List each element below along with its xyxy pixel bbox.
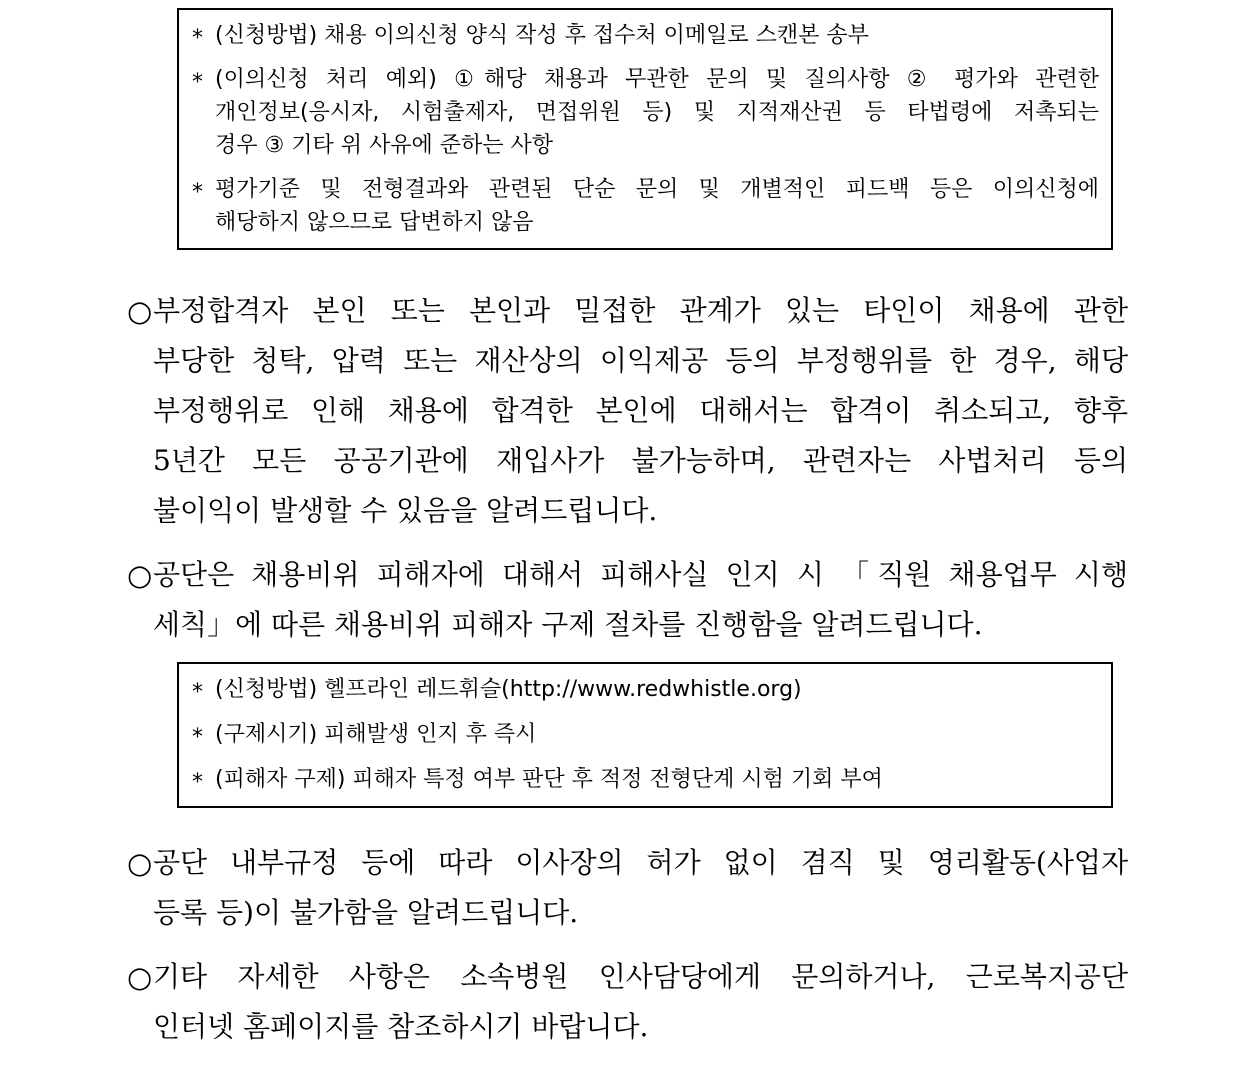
paragraph-further-inquiries — [0, 952, 1128, 1052]
note-line: (피해자 구제) 피해자 특정 여부 판단 후 적정 전형단계 시험 기회 부여 — [215, 767, 883, 792]
note-line: 개인정보(응시자, 시험출제자, 면접위원 등) 및 지적재산권 등 타법령에 저촉되는 — [215, 100, 1099, 125]
objection-notes-box — [177, 8, 1113, 250]
note-line: 평가기준 및 전형결과와 관련된 단순 문의 및 개별적인 피드백 등은 이의신청에 — [215, 177, 1099, 202]
paragraph-line: 부정합격자 본인 또는 본인과 밀접한 관계가 있는 타인이 채용에 관한 — [153, 294, 1128, 327]
paragraph-line: 5년간 모든 공공기관에 재입사가 불가능하며, 관련자는 사법처리 등의 — [153, 444, 1128, 477]
note-line: (신청방법) 채용 이의신청 양식 작성 후 접수처 이메일로 스캔본 송부 — [215, 23, 869, 48]
note-line: (이의신청 처리 예외) ①해당 채용과 무관한 문의 및 질의사항 ② 평가와 관련한 — [215, 67, 1099, 92]
note-item-objection-exceptions — [189, 63, 1099, 162]
note-line: 해당하지 않으므로 답변하지 않음 — [215, 210, 534, 235]
note-item-no-feedback — [189, 173, 1099, 239]
note-line: 경우 ③ 기타 위 사유에 준하는 사항 — [215, 133, 553, 158]
note-item-remedy-timing — [189, 718, 1099, 752]
asterisk-marker: * — [192, 770, 203, 795]
paragraph-line: 세칙」에 따른 채용비위 피해자 구제 절차를 진행함을 알려드립니다. — [153, 608, 983, 641]
asterisk-marker: * — [192, 70, 203, 95]
asterisk-marker: * — [192, 180, 203, 205]
paragraph-line: 불이익이 발생할 수 있음을 알려드립니다. — [153, 494, 658, 527]
paragraph-line: 인터넷 홈페이지를 참조하시기 바랍니다. — [153, 1010, 649, 1043]
asterisk-marker: * — [192, 680, 203, 705]
circle-bullet: ○ — [127, 846, 153, 880]
paragraph-line: 부당한 청탁, 압력 또는 재산상의 이익제공 등의 부정행위를 한 경우, 해당 — [153, 344, 1128, 377]
note-item-victim-relief — [189, 763, 1099, 797]
paragraph-line: 공단 내부규정 등에 따라 이사장의 허가 없이 겸직 및 영리활동(사업자 — [153, 846, 1128, 879]
paragraph-no-side-jobs — [0, 838, 1128, 938]
paragraph-line: 기타 자세한 사항은 소속병원 인사담당에게 문의하거나, 근로복지공단 — [153, 960, 1128, 993]
circle-bullet: ○ — [127, 294, 153, 328]
circle-bullet: ○ — [127, 558, 153, 592]
remedy-notes-box — [177, 662, 1113, 808]
document-page — [0, 8, 1240, 1075]
paragraph-line: 부정행위로 인해 채용에 합격한 본인에 대해서는 합격이 취소되고, 향후 — [153, 394, 1128, 427]
paragraph-line: 등록 등)이 불가함을 알려드립니다. — [153, 896, 579, 929]
asterisk-marker: * — [192, 26, 203, 51]
note-item-helpline — [189, 673, 1099, 707]
asterisk-marker: * — [192, 725, 203, 750]
paragraph-line: 공단은 채용비위 피해자에 대해서 피해사실 인지 시 「직원 채용업무 시행 — [153, 558, 1128, 591]
circle-bullet: ○ — [127, 960, 153, 994]
paragraph-victim-remedy — [0, 550, 1128, 650]
note-line: (구제시기) 피해발생 인지 후 즉시 — [215, 722, 537, 747]
note-line: (신청방법) 헬프라인 레드휘슬(http://www.redwhistle.org) — [215, 677, 802, 702]
paragraph-fraudulent-hiring — [0, 286, 1128, 536]
note-item-application-method — [189, 19, 1099, 52]
